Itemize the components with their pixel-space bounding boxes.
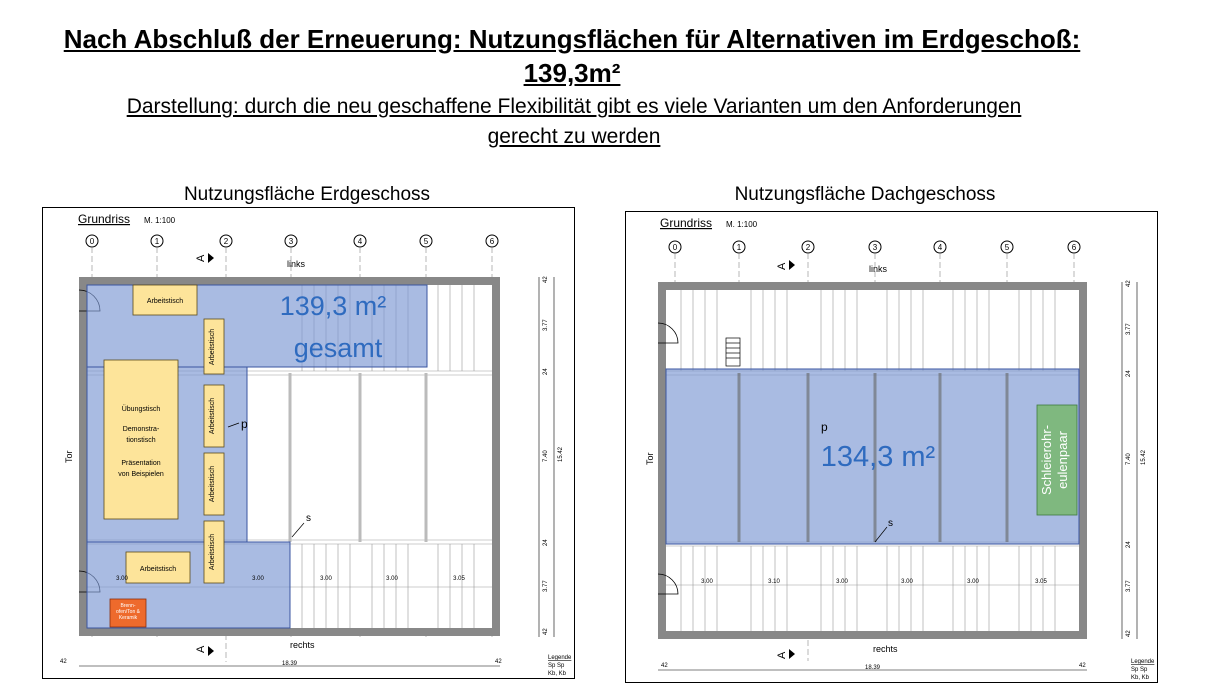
area-label: 139,3 m² (279, 291, 387, 321)
tor-label: Tor (645, 452, 655, 465)
table-label: Arbeitstisch (209, 328, 216, 366)
grundriss-label: Grundriss (78, 212, 131, 226)
subtitle-line-2: gerecht zu werden (487, 125, 661, 148)
page-title-area: 139,3m² (523, 58, 621, 88)
svg-text:3.77: 3.77 (1126, 323, 1132, 335)
svg-text:42: 42 (495, 659, 502, 665)
svg-text:7.40: 7.40 (543, 450, 549, 462)
s-label: s (306, 513, 311, 524)
svg-text:3.77: 3.77 (1126, 580, 1132, 592)
caption-dachgeschoss: Nutzungsfläche Dachgeschoss (734, 184, 996, 205)
table-label: Arbeitstisch (139, 566, 177, 573)
table-label: Arbeitstisch (209, 465, 216, 503)
legend-label: Legende (548, 655, 572, 661)
svg-text:2: 2 (805, 243, 811, 252)
table-label: Präsentation (121, 460, 161, 467)
svg-text:3.00: 3.00 (967, 579, 979, 585)
scale-label: M. 1:100 (726, 220, 758, 229)
total-dim: 18.39 (282, 661, 298, 667)
axis-label: 2 (223, 237, 229, 246)
axis-label: 0 (89, 237, 95, 246)
svg-text:Sp Sp: Sp Sp (1131, 667, 1148, 673)
svg-text:24: 24 (543, 539, 549, 546)
axis-label: 3 (288, 237, 294, 246)
owl-label: Schleierohr- (1039, 424, 1054, 496)
kiln-label: ofen/Ton & (116, 609, 140, 615)
a-marker-bottom: A (776, 651, 788, 659)
svg-text:3.00: 3.00 (701, 579, 713, 585)
table-label: Übungstisch (121, 406, 161, 413)
axis-label: 1 (154, 237, 160, 246)
axis-label: 5 (423, 237, 429, 246)
subtitle-line-1: Darstellung: durch die neu geschaffene Flexibilität gibt es viele Varianten um den Anforderungen (126, 95, 1022, 118)
svg-text:42: 42 (1079, 663, 1086, 669)
page-title: Nach Abschluß der Erneuerung: Nutzungsflächen für Alternativen im Erdgeschoß: (63, 24, 1081, 54)
svg-text:24: 24 (543, 368, 549, 375)
dim: 3.05 (453, 576, 465, 582)
owl-label: eulenpaar (1055, 431, 1070, 489)
axis-label: 4 (357, 237, 363, 246)
svg-text:3.77: 3.77 (543, 580, 549, 592)
svg-text:42: 42 (1126, 630, 1132, 637)
table-label: Arbeitstisch (209, 533, 216, 571)
table-label: Arbeitstisch (209, 397, 216, 435)
caption-erdgeschoss: Nutzungsfläche Erdgeschoss (183, 184, 431, 205)
table-label: Demonstra- (122, 426, 160, 433)
rechts-label: rechts (873, 644, 898, 654)
svg-text:Sp Sp: Sp Sp (548, 663, 565, 669)
svg-text:42: 42 (543, 628, 549, 635)
svg-text:42: 42 (543, 276, 549, 283)
axis-label: 6 (489, 237, 495, 246)
svg-text:7.40: 7.40 (1126, 453, 1132, 465)
svg-text:6: 6 (1071, 243, 1077, 252)
grundriss-label: Grundriss (660, 216, 713, 230)
s-label: s (888, 518, 893, 529)
scale-label: M. 1:100 (144, 216, 176, 225)
table-label: von Beispielen (118, 471, 164, 478)
svg-text:3.05: 3.05 (1035, 579, 1047, 585)
total-dim: 18.39 (865, 665, 881, 671)
svg-text:Kb, Kb: Kb, Kb (1131, 675, 1150, 681)
links-label: links (287, 259, 306, 269)
svg-text:0: 0 (672, 243, 678, 252)
svg-text:3.10: 3.10 (768, 579, 780, 585)
legend-label: Legende (1131, 659, 1155, 665)
links-label: links (869, 264, 888, 274)
kiln-label: Brenn- (120, 603, 136, 609)
floor-plan-dachgeschoss (625, 211, 1158, 683)
svg-text:3: 3 (872, 243, 878, 252)
table-label: tionstisch (126, 437, 156, 444)
p-label: p (821, 420, 828, 434)
svg-text:24: 24 (1126, 370, 1132, 377)
svg-text:5: 5 (1004, 243, 1010, 252)
a-marker-top: A (195, 254, 207, 262)
svg-text:1: 1 (736, 243, 742, 252)
dim: 3.00 (252, 576, 264, 582)
svg-text:15.42: 15.42 (558, 446, 564, 462)
p-label: p (241, 417, 248, 431)
svg-text:42: 42 (1126, 280, 1132, 287)
svg-text:4: 4 (937, 243, 943, 252)
a-marker-top: A (776, 262, 788, 270)
svg-text:24: 24 (1126, 541, 1132, 548)
area-label: 134,3 m² (820, 441, 936, 473)
dim: 3.00 (386, 576, 398, 582)
svg-text:3.77: 3.77 (543, 319, 549, 331)
svg-text:3.00: 3.00 (901, 579, 913, 585)
area-label-gesamt: gesamt (293, 333, 383, 363)
svg-text:3.00: 3.00 (116, 576, 128, 582)
svg-text:42: 42 (60, 659, 67, 665)
kiln-label: Keramik (118, 615, 138, 621)
a-marker-bottom: A (195, 645, 207, 653)
rechts-label: rechts (290, 640, 315, 650)
floor-plan-erdgeschoss (42, 207, 575, 679)
dim: 3.00 (320, 576, 332, 582)
svg-text:Kb, Kb: Kb, Kb (548, 671, 567, 677)
table-label: Arbeitstisch (146, 298, 184, 305)
svg-text:15.42: 15.42 (1141, 449, 1147, 465)
svg-text:42: 42 (661, 663, 668, 669)
svg-text:3.00: 3.00 (836, 579, 848, 585)
tor-label: Tor (64, 450, 74, 463)
